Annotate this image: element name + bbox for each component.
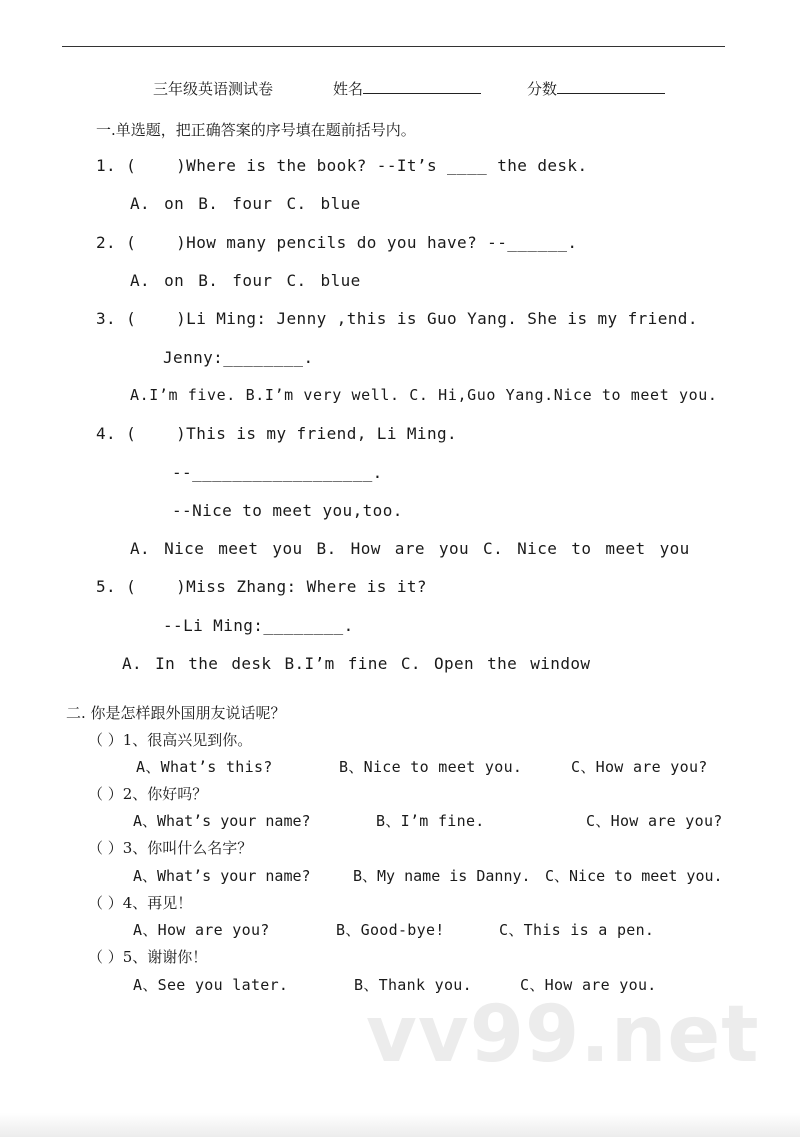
section2-item-5-option-a: A、See you later.: [133, 976, 289, 994]
question-stem: )How many pencils do you have? --______.: [176, 233, 578, 252]
section2-item-1-option-b: B、Nice to meet you.: [339, 758, 523, 776]
section2-item-3-prompt: （ ）3、你叫什么名字？: [88, 839, 253, 857]
question-number: 4. (: [96, 424, 137, 443]
question-3-options: A.I’m five. B.I’m very well. C. Hi,Guo Yang.Nice to meet you.: [130, 386, 718, 404]
question-number: 3. (: [96, 309, 137, 328]
question-4: [96, 424, 457, 443]
section2-item-3-option-c: C、Nice to meet you.: [545, 867, 723, 885]
question-1: [96, 156, 588, 175]
section2-item-5-option-c: C、How are you.: [520, 976, 657, 994]
page-bottom-edge: [0, 1113, 800, 1137]
section2-item-4-prompt: （ ）4、再见！: [88, 894, 193, 912]
question-2-options: A. on B. four C. blue: [130, 271, 361, 290]
section2-item-2-prompt: （ ）2、你好吗？: [88, 785, 208, 803]
score-label: 分数: [527, 80, 558, 98]
section2-item-1-prompt: （ ）1、很高兴见到你。: [88, 731, 253, 749]
name-blank[interactable]: [363, 93, 481, 94]
question-stem: )Miss Zhang: Where is it?: [176, 577, 427, 596]
section1-heading: 一.单选题，把正确答案的序号填在题前括号内。: [96, 121, 416, 139]
question-4-dialog-line-2: --Nice to meet you,too.: [172, 501, 403, 520]
section2-item-4-option-b: B、Good-bye!: [336, 921, 445, 939]
score-blank[interactable]: [557, 93, 665, 94]
question-4-options: A. Nice meet you B. How are you C. Nice to meet you: [130, 539, 690, 558]
section2-item-1-option-c: C、How are you?: [571, 758, 708, 776]
question-stem: )Where is the book? --It’s ____ the desk.: [176, 156, 588, 175]
section2-item-3-option-a: A、What’s your name?: [133, 867, 311, 885]
section2-item-3-option-b: B、My name is Danny.: [353, 867, 531, 885]
section2-item-2-option-a: A、What’s your name?: [133, 812, 311, 830]
question-3-dialog-line: Jenny:________.: [163, 348, 314, 367]
score-field[interactable]: [527, 78, 665, 99]
section2-item-2-option-b: B、I’m fine.: [376, 812, 485, 830]
question-5: [96, 577, 427, 596]
top-rule: [62, 46, 725, 47]
question-2: [96, 233, 577, 252]
question-stem: )This is my friend, Li Ming.: [176, 424, 458, 443]
exam-title: 三年级英语测试卷: [153, 80, 274, 98]
question-3: [96, 309, 698, 328]
section2-item-5-prompt: （ ）5、谢谢你！: [88, 948, 208, 966]
question-number: 2. (: [96, 233, 137, 252]
question-stem: )Li Ming: Jenny ,this is Guo Yang. She is my friend.: [176, 309, 698, 328]
question-5-options: A. In the desk B.I’m fine C. Open the window: [122, 654, 591, 673]
section2-item-4-option-a: A、How are you?: [133, 921, 270, 939]
section2-item-2-option-c: C、How are you?: [586, 812, 723, 830]
watermark: vv99.net: [366, 990, 760, 1080]
question-1-options: A. on B. four C. blue: [130, 194, 361, 213]
section2-item-1-option-a: A、What’s this?: [136, 758, 273, 776]
section2-heading: 二. 你是怎样跟外国朋友说话呢？: [66, 704, 286, 722]
section2-item-5-option-b: B、Thank you.: [354, 976, 472, 994]
name-label: 姓名: [333, 80, 364, 98]
name-field[interactable]: [333, 78, 481, 99]
question-4-dialog-line-1: --__________________.: [172, 463, 383, 482]
section2-item-4-option-c: C、This is a pen.: [499, 921, 655, 939]
question-number: 5. (: [96, 577, 137, 596]
question-5-dialog-line: --Li Ming:________.: [163, 616, 354, 635]
question-number: 1. (: [96, 156, 137, 175]
